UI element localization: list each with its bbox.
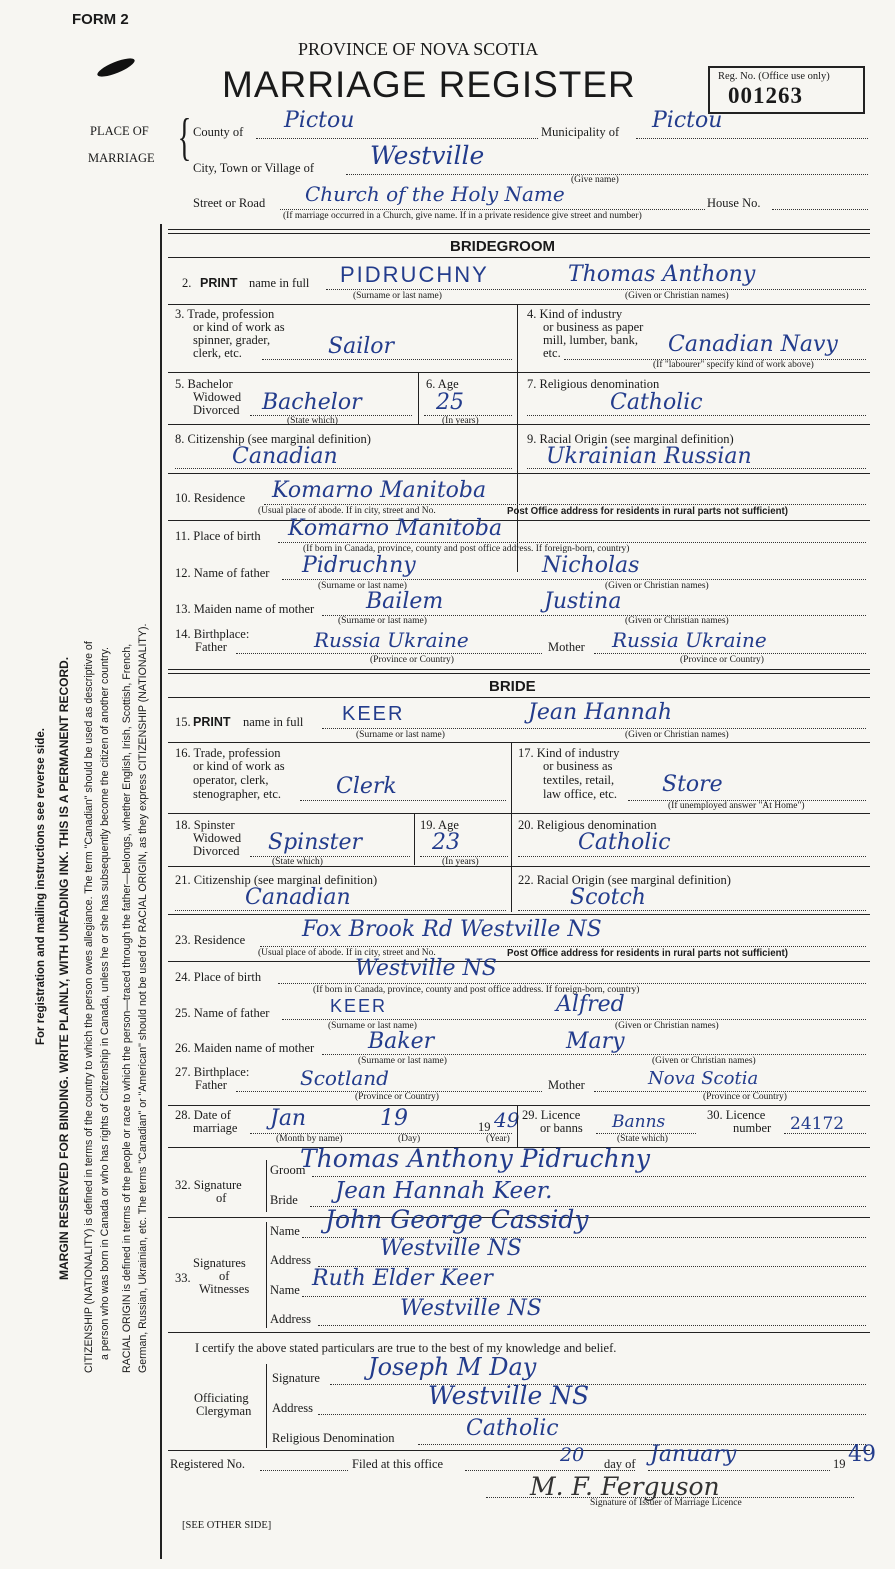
q8-label: 8. Citizenship (see marginal definition) xyxy=(175,432,371,446)
q28-line2: marriage xyxy=(193,1121,238,1135)
certify-statement: I certify the above stated particulars are true to the best of my knowledge and belief. xyxy=(195,1341,617,1355)
q15-print: PRINT xyxy=(193,715,231,729)
groom-in-years: (In years) xyxy=(442,416,479,426)
clergy-address: Westville NS xyxy=(428,1381,590,1410)
groom-citizenship: Canadian xyxy=(232,444,338,469)
q12-label: 12. Name of father xyxy=(175,566,270,580)
q14-mother-prov-note: (Province or Country) xyxy=(680,655,764,665)
q18-line3: Divorced xyxy=(193,844,240,858)
province-heading: PROVINCE OF NOVA SCOTIA xyxy=(298,39,539,59)
city-label: City, Town or Village of xyxy=(193,161,315,175)
q25-label: 25. Name of father xyxy=(175,1006,270,1020)
q16-line3: operator, clerk, xyxy=(193,773,269,787)
q33-line1: Signatures xyxy=(193,1256,246,1270)
q25-given-note: (Given or Christian names) xyxy=(615,1021,719,1031)
bride-age: 23 xyxy=(432,830,460,855)
clergy-religion: Catholic xyxy=(466,1416,559,1441)
bride-mother-given: Mary xyxy=(566,1029,625,1054)
municipality-value: Pictou xyxy=(652,108,723,133)
day-note: (Day) xyxy=(398,1134,421,1144)
margin-line-4: a person who was born in Canada or who has rights of Citizenship in Canada, unless he or she has subsequently become the citizen of another country. xyxy=(99,647,111,1360)
w1-address-label: Address xyxy=(270,1253,311,1267)
place-label-1: PLACE OF xyxy=(90,124,149,138)
witness1-address: Westville NS xyxy=(380,1236,522,1261)
give-name-note: (Give name) xyxy=(571,175,619,185)
groom-religion: Catholic xyxy=(610,390,703,415)
q10-label: 10. Residence xyxy=(175,491,246,505)
bride-trade: Clerk xyxy=(336,774,397,799)
surname-note: (Surname or last name) xyxy=(353,291,442,301)
house-label: House No. xyxy=(707,196,761,210)
groom-birthplace: Komarno Manitoba xyxy=(288,516,503,541)
q2-label: name in full xyxy=(249,276,310,290)
q11-note: (If born in Canada, province, county and post office address. If foreign-born, country) xyxy=(303,544,630,554)
q24-label: 24. Place of birth xyxy=(175,970,262,984)
street-label: Street or Road xyxy=(193,196,266,210)
q10-note-2: Post Office address for residents in rural parts not sufficient) xyxy=(507,506,788,517)
q10-note-1: (Usual place of abode. If in city, street and No. xyxy=(258,506,436,516)
officiating-line2: Clergyman xyxy=(196,1404,252,1418)
bride-status: Spinster xyxy=(268,830,363,855)
q33-line3: Witnesses xyxy=(199,1282,250,1296)
filed-year-prefix: 19 xyxy=(833,1457,846,1471)
bride-birthplace: Westville NS xyxy=(355,956,497,981)
margin-line-6: German, Russian, Ukrainian, etc. The terms "Canadian" or "American" should not be used for RACIAL ORIGIN, as they express CITIZENSHIP (NATIONALITY). xyxy=(137,623,149,1373)
banns-state-which: (State which) xyxy=(617,1134,668,1144)
bride-racial: Scotch xyxy=(570,885,646,910)
q3-line2: or kind of work as xyxy=(193,320,285,334)
licence-or-banns: Banns xyxy=(612,1112,666,1132)
groom-father-birthplace: Russia Ukraine xyxy=(314,628,469,652)
clergy-address-label: Address xyxy=(272,1401,313,1415)
groom-status: Bachelor xyxy=(262,390,362,415)
groom-signature: Thomas Anthony Pidruchny xyxy=(300,1144,650,1173)
witness2-name: Ruth Elder Keer xyxy=(312,1266,493,1291)
bride-sig-label: Bride xyxy=(270,1193,298,1207)
q23-label: 23. Residence xyxy=(175,933,246,947)
month-note: (Month by name) xyxy=(276,1134,343,1144)
q29-line2: or banns xyxy=(540,1121,583,1135)
margin-line-2: MARGIN RESERVED FOR BINDING. WRITE PLAINLY, WITH UNFADING INK. THIS IS A PERMANENT RECORD. xyxy=(57,656,71,1280)
municipality-label: Municipality of xyxy=(541,125,620,139)
q19-label: 19. Age xyxy=(420,818,459,832)
q32-line2: of xyxy=(216,1191,227,1205)
witness2-address: Westville NS xyxy=(400,1296,542,1321)
marriage-year-prefix: 19 xyxy=(478,1120,491,1134)
bridegroom-heading: BRIDEGROOM xyxy=(450,238,555,255)
q13-label: 13. Maiden name of mother xyxy=(175,602,315,616)
q17-line4: law office, etc. xyxy=(543,787,618,801)
q3-line4: clerk, etc. xyxy=(193,346,242,360)
q17-line1: 17. Kind of industry xyxy=(518,746,620,760)
county-label: County of xyxy=(193,125,244,139)
clergy-religion-label: Religious Denomination xyxy=(272,1431,395,1445)
groom-surname: PIDRUCHNY xyxy=(340,262,489,287)
q26-surname-note: (Surname or last name) xyxy=(358,1056,447,1066)
q3-line1: 3. Trade, profession xyxy=(175,307,275,321)
q27-line1: 27. Birthplace: xyxy=(175,1065,250,1079)
q18-line1: 18. Spinster xyxy=(175,818,235,832)
q23-note-1: (Usual place of abode. If in city, street and No. xyxy=(258,948,436,958)
q14-line1: 14. Birthplace: xyxy=(175,627,250,641)
q4-line3: mill, lumber, bank, xyxy=(543,333,638,347)
q23-note-2: Post Office address for residents in rural parts not sufficient) xyxy=(507,948,788,959)
issuer-signature: M. F. Ferguson xyxy=(530,1472,720,1501)
q9-label: 9. Racial Origin (see marginal definition) xyxy=(527,432,734,446)
q22-label: 22. Racial Origin (see marginal definition) xyxy=(518,873,731,887)
groom-sig-label: Groom xyxy=(270,1163,306,1177)
q4-line4: etc. xyxy=(543,346,561,360)
groom-racial: Ukrainian Russian xyxy=(546,444,752,469)
day-of-label: day of xyxy=(604,1457,636,1471)
q13-given-note: (Given or Christian names) xyxy=(625,616,729,626)
q11-label: 11. Place of birth xyxy=(175,529,261,543)
street-value: Church of the Holy Name xyxy=(305,182,565,206)
q6-label: 6. Age xyxy=(426,377,459,391)
q17-line2: or business as xyxy=(543,759,613,773)
bride-in-years: (In years) xyxy=(442,857,479,867)
bride-mother-birthplace: Nova Scotia xyxy=(648,1068,759,1089)
bride-mother-surname: Baker xyxy=(368,1029,435,1054)
bride-religion: Catholic xyxy=(578,830,671,855)
filed-year: 49 xyxy=(848,1442,876,1467)
bride-citizenship: Canadian xyxy=(245,885,351,910)
q27-mother-label: Mother xyxy=(548,1078,585,1092)
q12-surname-note: (Surname or last name) xyxy=(318,581,407,591)
q17-line3: textiles, retail, xyxy=(543,773,615,787)
q33-line2: of xyxy=(219,1269,230,1283)
w2-address-label: Address xyxy=(270,1312,311,1326)
q27-line2: Father xyxy=(195,1078,227,1092)
q27-father-prov-note: (Province or Country) xyxy=(355,1092,439,1102)
groom-mother-given: Justina xyxy=(544,589,622,614)
q4-line1: 4. Kind of industry xyxy=(527,307,623,321)
groom-mother-surname: Bailem xyxy=(366,589,444,614)
bride-state-which: (State which) xyxy=(272,857,323,867)
city-value: Westville xyxy=(370,141,485,170)
bride-father-birthplace: Scotland xyxy=(300,1066,389,1090)
q30-line1: 30. Licence xyxy=(707,1108,766,1122)
county-value: Pictou xyxy=(284,108,355,133)
q14-line2: Father xyxy=(195,640,227,654)
margin-line-1: For registration and mailing instructions see reverse side. xyxy=(35,728,47,1045)
marriage-year: 49 xyxy=(494,1108,520,1132)
q32-line1: 32. Signature xyxy=(175,1178,242,1192)
groom-age: 25 xyxy=(436,390,464,415)
bride-surname: KEER xyxy=(342,703,405,725)
bride-surname-note: (Surname or last name) xyxy=(356,730,445,740)
officiating-line1: Officiating xyxy=(194,1391,249,1405)
q7-label: 7. Religious denomination xyxy=(527,377,660,391)
witness1-name: John George Cassidy xyxy=(325,1205,589,1234)
q4-line2: or business as paper xyxy=(543,320,644,334)
bride-heading: BRIDE xyxy=(489,678,536,695)
licence-number: 24172 xyxy=(790,1114,845,1134)
q12-given-note: (Given or Christian names) xyxy=(605,581,709,591)
see-other-side: [SEE OTHER SIDE] xyxy=(182,1520,272,1531)
bride-signature: Jean Hannah Keer. xyxy=(335,1178,553,1204)
filed-month: January xyxy=(650,1442,737,1467)
q16-line2: or kind of work as xyxy=(193,759,285,773)
q5-line3: Divorced xyxy=(193,403,240,417)
filed-day: 20 xyxy=(560,1444,585,1466)
q13-surname-note: (Surname or last name) xyxy=(338,616,427,626)
q17-note: (If unemployed answer "At Home") xyxy=(668,801,805,811)
bride-father-given: Alfred xyxy=(556,992,625,1017)
q24-note: (If born in Canada, province, county and post office address. If foreign-born, country) xyxy=(313,985,640,995)
groom-industry: Canadian Navy xyxy=(668,332,838,357)
q25-surname-note: (Surname or last name) xyxy=(328,1021,417,1031)
marriage-month: Jan xyxy=(270,1106,307,1131)
marriage-day: 19 xyxy=(380,1106,408,1131)
margin-line-5: RACIAL ORIGIN is defined in terms of the people or race to which the person—traced through the father—belongs, whether English, Irish, Scottish, French, xyxy=(121,643,133,1373)
groom-state-which: (State which) xyxy=(287,416,338,426)
q27-mother-prov-note: (Province or Country) xyxy=(703,1092,787,1102)
bride-given: Jean Hannah xyxy=(528,700,673,725)
q33-number: 33. xyxy=(175,1271,191,1285)
place-label-2: MARRIAGE xyxy=(88,151,155,165)
issuer-label: Signature of Issuer of Marriage Licence xyxy=(590,1498,742,1508)
q4-note: (If "labourer" specify kind of work above) xyxy=(653,360,814,370)
reg-number-value: 001263 xyxy=(728,83,803,108)
bride-given-note: (Given or Christian names) xyxy=(625,730,729,740)
clergy-sig-label: Signature xyxy=(272,1371,320,1385)
groom-mother-birthplace: Russia Ukraine xyxy=(612,628,767,652)
year-note: (Year) xyxy=(486,1134,510,1144)
place-brace: { xyxy=(177,109,192,166)
clergy-signature: Joseph M Day xyxy=(368,1353,537,1381)
q5-line1: 5. Bachelor xyxy=(175,377,233,391)
page-title: MARRIAGE REGISTER xyxy=(222,64,636,105)
q29-line1: 29. Licence xyxy=(522,1108,581,1122)
ink-blot xyxy=(95,55,136,80)
q26-label: 26. Maiden name of mother xyxy=(175,1041,315,1055)
bride-industry: Store xyxy=(662,772,723,797)
q3-line3: spinner, grader, xyxy=(193,333,271,347)
q15-number: 15. xyxy=(175,715,191,729)
q16-line1: 16. Trade, profession xyxy=(175,746,281,760)
street-note: (If marriage occurred in a Church, give name. If in a private residence give street and number) xyxy=(283,211,642,221)
groom-father-surname: Pidruchny xyxy=(302,553,416,578)
q14-father-prov-note: (Province or Country) xyxy=(370,655,454,665)
q26-given-note: (Given or Christian names) xyxy=(652,1056,756,1066)
q20-label: 20. Religious denomination xyxy=(518,818,657,832)
q2-print: PRINT xyxy=(200,276,238,290)
filed-label: Filed at this office xyxy=(352,1457,444,1471)
q18-line2: Widowed xyxy=(193,831,242,845)
groom-trade: Sailor xyxy=(328,334,395,359)
groom-father-given: Nicholas xyxy=(542,553,640,578)
reg-number-label: Reg. No. (Office use only) xyxy=(718,71,830,82)
w2-name-label: Name xyxy=(270,1283,300,1297)
given-note: (Given or Christian names) xyxy=(625,291,729,301)
q21-label: 21. Citizenship (see marginal definition) xyxy=(175,873,378,887)
form-label: FORM 2 xyxy=(72,11,129,28)
q16-line4: stenographer, etc. xyxy=(193,787,282,801)
groom-residence: Komarno Manitoba xyxy=(272,478,487,503)
margin-line-3: CITIZENSHIP (NATIONALITY) is defined in terms of the country to which the person owes allegiance. The term "Canadian" should be used as descriptive of xyxy=(83,641,95,1373)
bride-residence: Fox Brook Rd Westville NS xyxy=(302,917,602,942)
q28-line1: 28. Date of xyxy=(175,1108,231,1122)
q2-number: 2. xyxy=(182,276,192,290)
bride-father-surname: KEER xyxy=(330,996,388,1016)
q15-label: name in full xyxy=(243,715,304,729)
w1-name-label: Name xyxy=(270,1224,300,1238)
q5-line2: Widowed xyxy=(193,390,242,404)
groom-given: Thomas Anthony xyxy=(568,262,756,287)
registered-no-label: Registered No. xyxy=(170,1457,245,1471)
q14-mother-label: Mother xyxy=(548,640,585,654)
q30-line2: number xyxy=(733,1121,772,1135)
